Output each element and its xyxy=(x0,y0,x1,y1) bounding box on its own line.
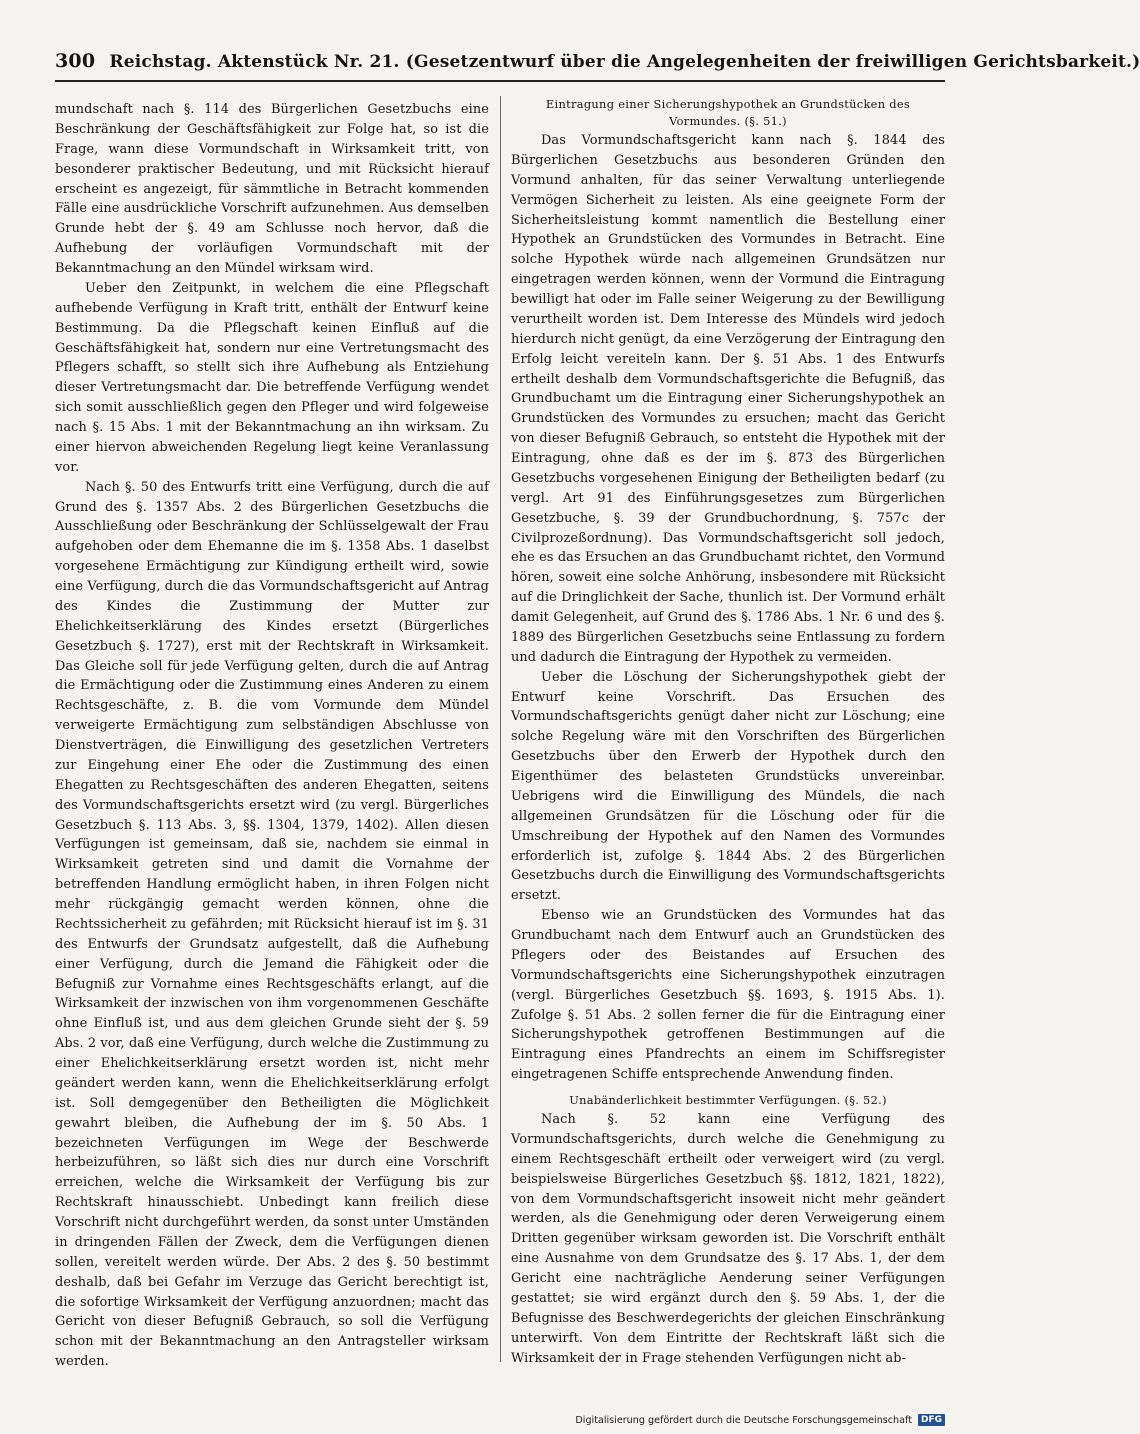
column-divider xyxy=(500,96,501,1362)
page-header xyxy=(55,46,1140,76)
paragraph: Ueber den Zeitpunkt, in welchem die eine Pflegschaft aufhebende Verfügung in Kraft tritt, enthält der Entwurf keine Bestimmung. Da die Pflegschaft keinen Einfluß auf die Geschäftsfähigkeit hat, sondern nur eine Vertretungsmacht des Pflegers schafft, so stellt sich ihre Aufhebung als Entziehung dieser Vertretungsmacht dar. Die betreffende Verfügung wendet sich somit ausschließlich gegen den Pfleger und wird folgeweise nach §. 15 Abs. 1 mit der Bekanntmachung an ihn wirksam. Zu einer hiervon abweichenden Regelung liegt keine Veranlassung vor. xyxy=(55,280,489,475)
funding-note: Digitalisierung gefördert durch die Deutsche Forschungsgemeinschaft xyxy=(575,1414,912,1426)
left-column xyxy=(55,100,489,1372)
paragraph: mundschaft nach §. 114 des Bürgerlichen Gesetzbuchs eine Beschränkung der Geschäftsfähigkeit zur Folge hat, so ist die Frage, wann diese Vormundschaft in Wirksamkeit tritt, von besonderer praktischer Bedeutung, und mit Rücksicht hierauf erscheint es angezeigt, für sämmtliche in Betracht kommenden Fälle eine ausdrückliche Vorschrift aufzunehmen. Aus demselben Grunde hebt der §. 49 am Schlusse noch hervor, daß die Aufhebung der vorläufigen Vormundschaft mit der Bekanntmachung an den Mündel wirksam wird. xyxy=(55,102,489,276)
section-heading: Eintragung einer Sicherungshypothek an Grundstücken des Vormundes. (§. 51.) xyxy=(545,97,911,128)
paragraph: Nach §. 50 des Entwurfs tritt eine Verfügung, durch die auf Grund des §. 1357 Abs. 2 des Bürgerlichen Gesetzbuchs die Ausschließung oder Beschränkung der Schlüsselgewalt der Frau aufgehoben oder dem Ehemanne die im §. 1358 Abs. 1 daselbst vorgesehene Ermächtigung zur Kündigung ertheilt wird, sowie eine Verfügung, durch die das Vormundschaftsgericht auf Antrag des Kindes die Zustimmung der Mutter zur Ehelichkeitserklärung des Kindes ersetzt (Bürgerliches Gesetzbuch §. 1727), erst mit der Rechtskraft in Wirksamkeit. Das Gleiche soll für jede Verfügung gelten, durch die auf Antrag die Ermächtigung oder die Zustimmung eines Anderen zu einem Rechtsgeschäfte, z. B. die vom Vormunde dem Mündel verweigerte Ermächtigung zum selbständigen Abschlusse von Dienstverträgen, die Einwilligung des gesetzlichen Vertreters zur Eingehung einer Ehe oder die Zustimmung des einen Ehegatten zu Rechtsgeschäften des anderen Ehegatten, seitens des Vormundschaftsgerichts ersetzt wird (zu vergl. Bürgerliches Gesetzbuch §. 113 Abs. 3, §§. 1304, 1379, 1402). Allen diesen Verfügungen ist gemeinsam, daß sie, nachdem sie einmal in Wirksamkeit getreten sind und damit die Vornahme der betreffenden Handlung ermöglicht haben, in ihren Folgen nicht mehr rückgängig gemacht werden können, ohne die Rechtssicherheit zu gefährden; mit Rücksicht hierauf ist im §. 31 des Entwurfs der Grundsatz aufgestellt, daß die Aufhebung einer Verfügung, durch die Jemand die Fähigkeit oder die Befugniß zur Vornahme eines Rechtsgeschäfts erlangt, auf die Wirksamkeit der inzwischen von ihm vorgenommenen Geschäfte ohne Einfluß ist, und aus dem gleichen Grunde sieht der §. 59 Abs. 2 vor, daß eine Verfügung, durch welche die Zustimmung zu einer Ehelichkeitserklärung ersetzt worden ist, nicht mehr geändert werden kann, wenn die Ehelichkeitserklärung erfolgt ist. Soll demgegenüber den Betheiligten die Möglichkeit gewahrt bleiben, die Aufhebung der im §. 50 Abs. 1 bezeichneten Verfügungen im Wege der Beschwerde herbeizuführen, so läßt sich dies nur durch eine Vorschrift erreichen, welche die Wirksamkeit der Verfügung bis zur Rechtskraft hinausschiebt. Unbedingt kann freilich diese Vorschrift nicht durchgeführt werden, da sonst unter Umständen in dringenden Fällen der Zweck, dem die Verfügungen dienen sollen, vereitelt werden würde. Der Abs. 2 des §. 50 bestimmt deshalb, daß bei Gefahr im Verzuge das Gericht berechtigt ist, die sofortige Wirksamkeit der Verfügung anzuordnen; macht das Gericht von dieser Befugniß Gebrauch, so soll die Verfügung schon mit der Bekanntmachung an den Antragsteller wirksam werden. xyxy=(55,479,489,1370)
paragraph: Ueber die Löschung der Sicherungshypothek giebt der Entwurf keine Vorschrift. Das Ersuchen des Vormundschaftsgerichts genügt daher nicht zur Löschung; eine solche Regelung wäre mit den Vorschriften des Bürgerlichen Gesetzbuchs über den Erwerb der Hypothek durch den Eigenthümer des belasteten Grundstücks unvereinbar. Uebrigens wird die Einwilligung des Mündels, die nach allgemeinen Grundsätzen für die Löschung oder für die Umschreibung der Hypothek auf den Namen des Vormundes erforderlich ist, zufolge §. 1844 Abs. 2 des Bürgerlichen Gesetzbuchs durch die Einwilligung des Vormundschaftsgerichts ersetzt. xyxy=(511,669,945,904)
right-column xyxy=(511,96,945,1368)
page-number: 300 xyxy=(55,50,96,72)
paragraph: Nach §. 52 kann eine Verfügung des Vormundschaftsgerichts, durch welche die Genehmigung zu einem Rechtsgeschäft ertheilt oder verweigert wird (zu vergl. beispielsweise Bürgerliches Gesetzbuch §§. 1812, 1821, 1822), von dem Vormundschaftsgericht insoweit nicht mehr geändert werden, als die Genehmigung oder deren Verweigerung einem Dritten gegenüber wirksam geworden ist. Die Vorschrift enthält eine Ausnahme von dem Grundsatze des §. 17 Abs. 1, der dem Gericht eine nachträgliche Aenderung seiner Verfügungen gestattet; sie wird ergänzt durch den §. 59 Abs. 1, der die Befugnisse des Beschwerdegerichts der gleichen Einschränkung unterwirft. Von dem Eintritte der Rechtskraft läßt sich die Wirksamkeit der in Frage stehenden Verfügungen nicht ab- xyxy=(511,1112,945,1366)
header-rule xyxy=(55,80,945,82)
footer xyxy=(575,1410,945,1430)
paragraph: Das Vormundschaftsgericht kann nach §. 1844 des Bürgerlichen Gesetzbuchs aus besonderen Gründen den Vormund anhalten, für das seiner Verwaltung unterliegende Vermögen Sicherheit zu leisten. Als eine geeignete Form der Sicherheitsleistung kommt namentlich die Bestellung einer Hypothek an Grundstücken des Vormundes in Betracht. Eine solche Hypothek würde nach allgemeinen Grundsätzen nur eingetragen werden können, wenn der Vormund die Eintragung bewilligt hat oder im Falle seiner Weigerung zu der Bewilligung verurtheilt worden ist. Dem Interesse des Mündels wird jedoch hierdurch nicht genügt, da eine Verzögerung der Eintragung den Erfolg leicht vereiteln kann. Der §. 51 Abs. 1 des Entwurfs ertheilt deshalb dem Vormundschaftsgerichte die Befugniß, das Grundbuchamt um die Eintragung einer Sicherungshypothek an Grundstücken des Vormundes zu ersuchen; macht das Gericht von dieser Befugniß Gebrauch, so entsteht die Hypothek mit der Eintragung, ohne daß es der im §. 873 des Bürgerlichen Gesetzbuchs vorgesehenen Einigung der Betheiligten bedarf (zu vergl. Art 91 des Einführungsgesetzes zum Bürgerlichen Gesetzbuche, §. 39 der Grundbuchordnung, §. 757c der Civilprozeßordnung). Das Vormundschaftsgericht soll jedoch, ehe es das Ersuchen an das Grundbuchamt richtet, den Vormund hören, soweit eine solche Anhörung, insbesondere mit Rücksicht auf die Dringlichkeit der Sache, thunlich ist. Der Vormund erhält damit Gelegenheit, auf Grund des §. 1786 Abs. 1 Nr. 6 und des §. 1889 des Bürgerlichen Gesetzbuchs seine Entlassung zu fordern und dadurch die Eintragung der Hypothek zu vermeiden. xyxy=(511,133,945,665)
dfg-logo: DFG xyxy=(918,1414,945,1426)
section-heading: Unabänderlichkeit bestimmter Verfügungen. (§. 52.) xyxy=(569,1093,887,1107)
paragraph: Ebenso wie an Grundstücken des Vormundes hat das Grundbuchamt nach dem Entwurf auch an Grundstücken des Pflegers oder des Beistandes auf Ersuchen des Vormundschaftsgerichts eine Sicherungshypothek einzutragen (vergl. Bürgerliches Gesetzbuch §§. 1693, §. 1915 Abs. 1). Zufolge §. 51 Abs. 2 sollen ferner die für die Eintragung einer Sicherungshypothek getroffenen Bestimmungen auf die Eintragung eines Pfandrechts an einem im Schiffsregister eingetragenen Schiffe entsprechende Anwendung finden. xyxy=(511,908,945,1083)
running-title: Reichstag. Aktenstück Nr. 21. (Gesetzentwurf über die Angelegenheiten der freiwilligen Gerichtsbarkeit.) xyxy=(109,52,1140,72)
